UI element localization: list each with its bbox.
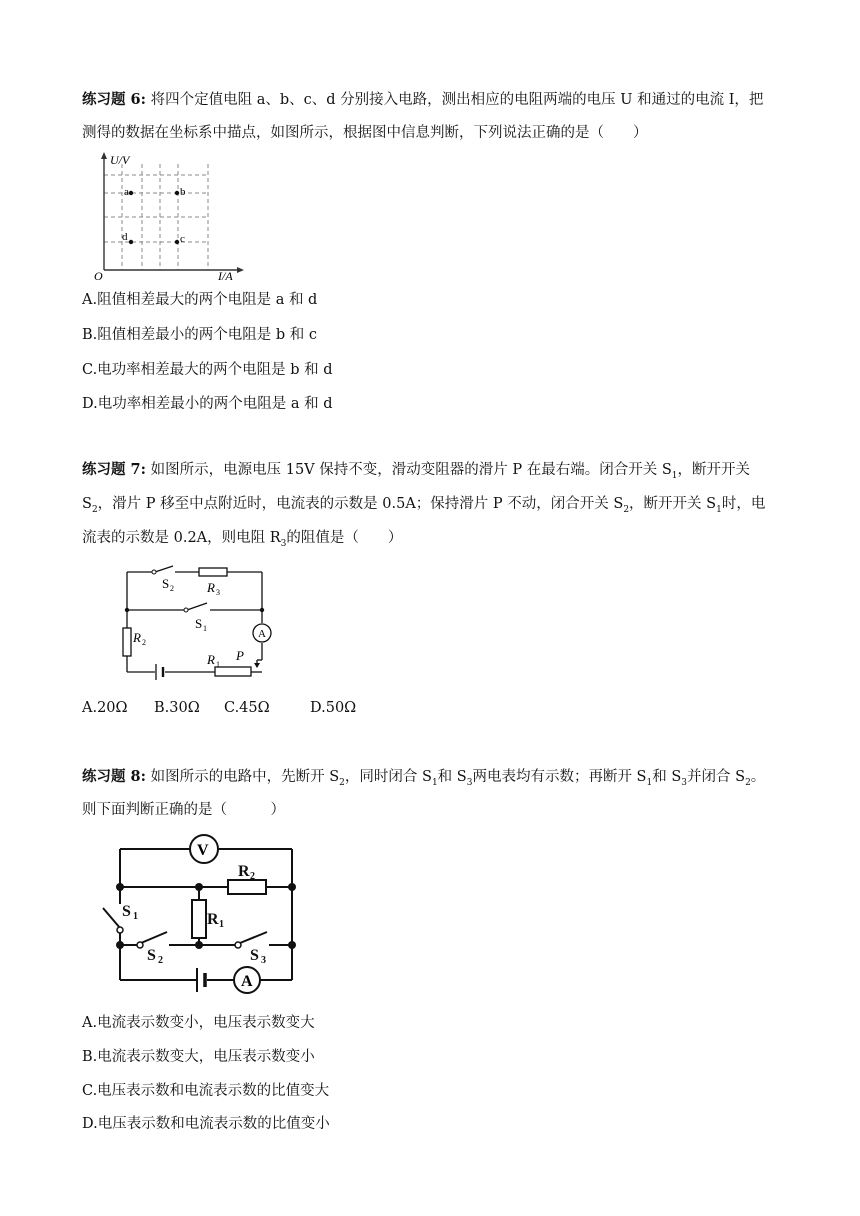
q6-line1 xyxy=(82,90,763,110)
q7-circuit-diagram xyxy=(115,560,275,685)
q6-point-a-label: a xyxy=(124,186,129,198)
q7-line3 xyxy=(82,528,402,554)
q8-l1b: ，同时闭合 S xyxy=(344,769,432,785)
q8-option-d: D.电压表示数和电流表示数的比值变小 xyxy=(82,1116,330,1132)
q7-label-r1: R xyxy=(207,652,215,667)
q7-sub-s1: 1 xyxy=(671,470,678,481)
q8-label-s1-sub: 1 xyxy=(133,911,138,922)
q8-label-r2-sub: 2 xyxy=(250,871,255,882)
q8-option-b: B.电流表示数变大，电压表示数变小 xyxy=(82,1049,315,1065)
q8-label-r1-sub: 1 xyxy=(219,919,224,930)
q6-point-d xyxy=(129,240,133,244)
q7-l2d: 时，电 xyxy=(721,496,766,512)
q6-x-axis-label: I/A xyxy=(218,269,233,280)
q7-label-r2-sub: 2 xyxy=(142,638,146,647)
q8-l1a: 如图所示的电路中，先断开 S xyxy=(150,769,340,785)
q7-l2-sub3: 1 xyxy=(716,504,722,515)
q8-circuit-diagram xyxy=(95,832,310,1002)
q6-option-c: C.电功率相差最大的两个电阻是 b 和 d xyxy=(82,362,333,378)
q7-ammeter-label: A xyxy=(258,628,266,640)
q8-option-a: A.电流表示数变小，电压表示数变大 xyxy=(82,1015,315,1031)
q8-label-s2: S xyxy=(147,947,156,964)
q8-line2: 则下面判断正确的是（ ） xyxy=(82,802,285,818)
q8-label-s3: S xyxy=(250,947,259,964)
q7-label-s1: S xyxy=(195,616,203,631)
q7-label-p: P xyxy=(236,648,244,663)
q6-origin-label: O xyxy=(94,269,103,280)
q7-text1: 如图所示，电源电压 15V 保持不变，滑动变阻器的滑片 P 在最右端。闭合开关 S xyxy=(150,462,672,478)
q7-l3-sub: 3 xyxy=(280,538,287,549)
q7-l2a: S xyxy=(82,496,92,512)
q7-label-r3-sub: 3 xyxy=(216,588,220,597)
q8-l1-sub4: 1 xyxy=(646,777,653,788)
q7-label-s1-sub: 1 xyxy=(203,624,207,633)
q8-l1-sub1: 2 xyxy=(339,777,345,788)
q6-option-d: D.电功率相差最小的两个电阻是 a 和 d xyxy=(82,396,333,412)
q7-label-r3: R xyxy=(207,580,215,595)
q6-point-a xyxy=(129,191,133,195)
q7-label-s2: S xyxy=(162,576,170,591)
q6-point-d-label: d xyxy=(122,231,128,243)
q7-line1 xyxy=(82,460,750,486)
q7-label-r1-sub: 1 xyxy=(216,660,220,669)
q7-l2c: ，断开开关 S xyxy=(629,496,717,512)
q6-point-b xyxy=(175,191,179,195)
q7-label-s2-sub: 2 xyxy=(170,584,174,593)
q8-option-c: C.电压表示数和电流表示数的比值变大 xyxy=(82,1083,330,1099)
q8-line1 xyxy=(82,767,765,793)
q8-label-s1: S xyxy=(122,903,131,920)
q6-y-axis-label: U/V xyxy=(110,153,130,167)
q6-option-b: B.阻值相差最小的两个电阻是 b 和 c xyxy=(82,327,317,343)
q6-point-c-label: c xyxy=(180,233,185,245)
q8-label-r1: R xyxy=(207,911,219,928)
q7-line2 xyxy=(82,494,765,520)
q8-label-r2: R xyxy=(238,863,250,880)
q7-l2-sub1: 2 xyxy=(91,504,98,515)
q6-label: 练习题 6: xyxy=(82,91,146,108)
q8-l1d: 两电表均有示数；再断开 S xyxy=(472,769,647,785)
q7-l2b: ，滑片 P 移至中点附近时，电流表的示数是 0.5A；保持滑片 P 不动，闭合开关 S xyxy=(97,496,624,512)
q7-l3b: 的阻值是（ ） xyxy=(286,530,403,546)
q8-label: 练习题 8: xyxy=(82,768,146,785)
q8-l1-sub2: 1 xyxy=(431,777,438,788)
q8-label-s3-sub: 3 xyxy=(261,955,266,966)
q8-ammeter-label: A xyxy=(241,973,253,990)
q7-choice-b: B.30Ω xyxy=(154,700,200,716)
q8-l1-sub3: 3 xyxy=(466,777,473,788)
q8-l1-sub5: 3 xyxy=(681,777,688,788)
q6-line2: 测得的数据在坐标系中描点，如图所示，根据图中信息判断，下列说法正确的是（ ） xyxy=(82,125,648,141)
q8-l1c: 和 S xyxy=(437,769,467,785)
q8-l1-sub6: 2 xyxy=(745,777,751,788)
q7-label: 练习题 7: xyxy=(82,461,146,478)
q6-point-b-label: b xyxy=(180,186,186,198)
q8-voltmeter-label: V xyxy=(197,842,209,859)
q6-option-a: A.阻值相差最大的两个电阻是 a 和 d xyxy=(82,292,318,308)
q7-choice-a: A.20Ω xyxy=(82,700,128,716)
q7-choice-d: D.50Ω xyxy=(310,700,357,716)
q8-l1f: 并闭合 S xyxy=(687,769,746,785)
q6-ui-graph xyxy=(90,150,250,280)
q8-l1g: 。 xyxy=(750,769,766,785)
q7-choices xyxy=(82,698,356,718)
q8-l1e: 和 S xyxy=(652,769,682,785)
q7-label-r2: R xyxy=(133,630,141,645)
q6-point-c xyxy=(175,240,179,244)
q6-text1: 将四个定值电阻 a、b、c、d 分别接入电路，测出相应的电阻两端的电压 U 和通过的电流 I，把 xyxy=(150,92,764,108)
q7-text1-end: ，断开开关 xyxy=(677,462,750,478)
q7-choice-c: C.45Ω xyxy=(224,700,270,716)
q7-l2-sub2: 2 xyxy=(623,504,630,515)
q7-l3a: 流表的示数是 0.2A，则电阻 R xyxy=(82,530,281,546)
q8-label-s2-sub: 2 xyxy=(158,955,163,966)
